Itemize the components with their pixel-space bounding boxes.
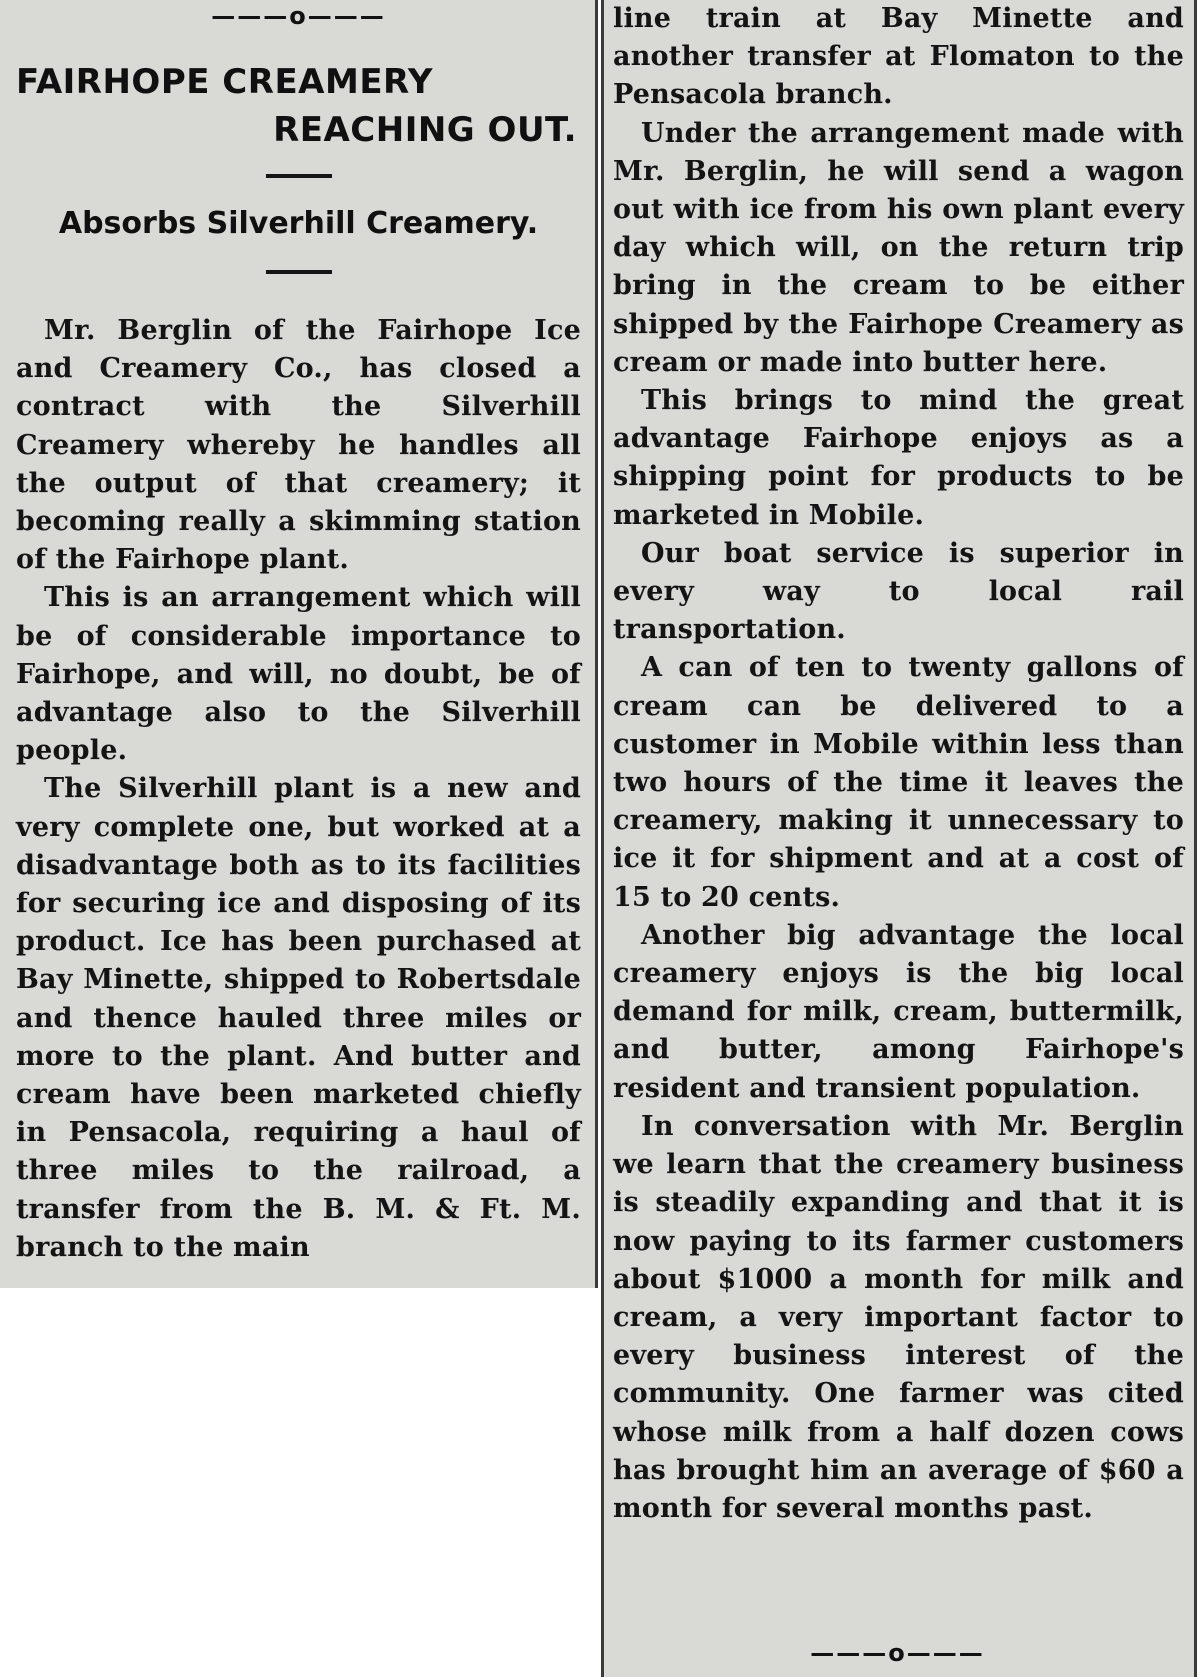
headline-line-2: REACHING OUT.: [273, 110, 577, 150]
article-paragraph-continued: line train at Bay Minette and another transfer at Flomaton to the Pensacola branch.: [613, 3, 1184, 111]
article-paragraph: This is an arrangement which will be of considerable importance to Fairhope, and will, no doubt, be of advantage also to the Silverhill people.: [16, 582, 581, 767]
article-paragraph: A can of ten to twenty gallons of cream can be delivered to a customer in Mobile within less than two hours of the time it leaves the creamery, making it unnecessary to ice it for shipment and at a cost of 15 to 20 cents.: [613, 652, 1184, 913]
left-column: [0, 0, 598, 1288]
bottom-ornament-divider: ———o———: [810, 1639, 985, 1667]
article-paragraph: Under the arrangement made with Mr. Berglin, he will send a wagon out with ice from his own plant every day which will, on the return trip bring in the cream to be either shipped by the Fairhope Creamery as cream or made into butter here.: [613, 117, 1184, 378]
right-article-body: [613, 0, 1184, 1528]
article-paragraph: Our boat service is superior in every way to local rail transportation.: [613, 537, 1184, 646]
headline-line-1: FAIRHOPE CREAMERY: [16, 62, 433, 102]
top-ornament-divider: ———o———: [211, 2, 386, 30]
article-paragraph: Another big advantage the local creamery enjoys is the big local demand for milk, cream, buttermilk, and butter, among Fairhope's resident and transient population.: [613, 919, 1184, 1104]
subheadline-rule: [266, 270, 332, 274]
article-paragraph: Mr. Berglin of the Fairhope Ice and Creamery Co., has closed a contract with the Silverhill Creamery whereby he handles all the output of that creamery; it becoming really a skimming station of the Fairhope plant.: [16, 315, 581, 576]
article-paragraph: The Silverhill plant is a new and very complete one, but worked at a disadvantage both as to its facilities for securing ice and disposing of its product. Ice has been purchased at Bay Minette, shipped to Robertsdale and thence hauled three miles or more to the plant. And butter and cream have been marketed chiefly in Pensacola, requiring a haul of three miles to the railroad, a transfer from the B. M. & Ft. M. branch to the main: [16, 773, 581, 1263]
article-paragraph: This brings to mind the great advantage Fairhope enjoys as a shipping point for products to be marketed in Mobile.: [613, 385, 1184, 531]
article-paragraph: In conversation with Mr. Berglin we learn that the creamery business is steadily expanding and that it is now paying to its farmer customers about $1000 a month for milk and cream, a very important factor to every business interest of the community. One farmer was cited whose milk from a half dozen cows has brought him an average of $60 a month for several months past.: [613, 1110, 1184, 1524]
headline-rule: [266, 174, 332, 178]
left-article-body: [16, 312, 581, 1267]
right-column: [601, 0, 1197, 1677]
subheadline: Absorbs Silverhill Creamery.: [58, 206, 539, 241]
